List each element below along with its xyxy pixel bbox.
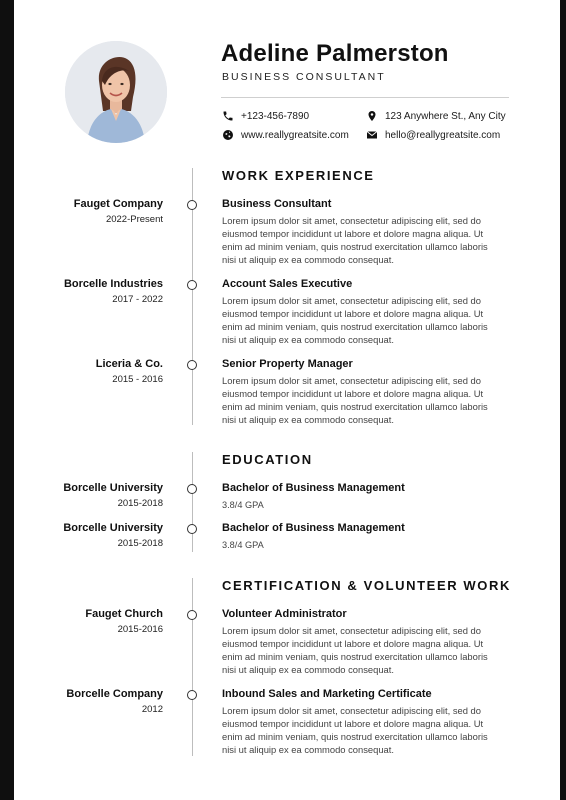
timeline-dot	[187, 610, 197, 620]
certification-description: Lorem ipsum dolor sit amet, consectetur adipiscing elit, sed do eiusmod tempor incididunt ut labore et dolore magna aliqua. Ut enim ad minim veniam, quis nostrud exercitation ullamco laboris nisi ut aliquip ex ea commodo consequat.	[222, 705, 488, 755]
work-description: Lorem ipsum dolor sit amet, consectetur adipiscing elit, sed do eiusmod tempor incididunt ut labore et dolore magna aliqua. Ut enim ad minim veniam, quis nostrud exercitation ullamco laboris nisi ut aliquip ex ea commodo consequat.	[222, 295, 488, 345]
certification-dates: 2015-2016	[117, 624, 163, 635]
portrait-image	[65, 41, 167, 143]
education-dates: 2015-2018	[117, 538, 163, 549]
timeline-dot	[187, 484, 197, 494]
timeline-dot	[187, 200, 197, 210]
education-degree: Bachelor of Business Management	[222, 522, 405, 534]
contact-website[interactable]	[222, 129, 349, 141]
email-text: hello@reallygreatsite.com	[385, 129, 501, 141]
location-pin-icon	[366, 110, 378, 122]
education-dates: 2015-2018	[117, 498, 163, 509]
timeline-dot	[187, 690, 197, 700]
timeline-education	[192, 452, 193, 552]
certification-role: Inbound Sales and Marketing Certificate	[222, 688, 432, 700]
section-title-education: EDUCATION	[222, 452, 313, 467]
candidate-name: Adeline Palmerston	[221, 40, 449, 67]
contact-phone[interactable]	[222, 110, 309, 122]
work-description: Lorem ipsum dolor sit amet, consectetur adipiscing elit, sed do eiusmod tempor incididunt ut labore et dolore magna aliqua. Ut enim ad minim veniam, quis nostrud exercitation ullamco laboris nisi ut aliquip ex ea commodo consequat.	[222, 215, 488, 265]
address-text: 123 Anywhere St., Any City	[385, 110, 506, 122]
certification-dates: 2012	[141, 704, 163, 715]
timeline-certification	[192, 578, 193, 756]
header-divider	[221, 97, 509, 98]
work-dates: 2022-Present	[105, 214, 163, 225]
education-gpa: 3.8/4 GPA	[222, 540, 264, 550]
education-school: Borcelle University	[63, 522, 163, 534]
work-role: Senior Property Manager	[222, 358, 353, 370]
envelope-icon	[366, 129, 378, 141]
work-description: Lorem ipsum dolor sit amet, consectetur adipiscing elit, sed do eiusmod tempor incididunt ut labore et dolore magna aliqua. Ut enim ad minim veniam, quis nostrud exercitation ullamco laboris nisi ut aliquip ex ea commodo consequat.	[222, 375, 488, 425]
profile-photo	[65, 41, 167, 143]
work-dates: 2017 - 2022	[112, 294, 163, 305]
work-company: Liceria & Co.	[95, 358, 163, 370]
candidate-role: BUSINESS CONSULTANT	[222, 71, 386, 83]
phone-icon	[222, 110, 234, 122]
certification-org: Borcelle Company	[66, 688, 163, 700]
globe-icon	[222, 129, 234, 141]
education-gpa: 3.8/4 GPA	[222, 500, 264, 510]
work-dates: 2015 - 2016	[112, 374, 163, 385]
certification-org: Fauget Church	[85, 608, 163, 620]
certification-role: Volunteer Administrator	[222, 608, 347, 620]
phone-text: +123-456-7890	[241, 110, 310, 122]
section-title-work: WORK EXPERIENCE	[222, 168, 375, 183]
timeline-dot	[187, 524, 197, 534]
work-company: Borcelle Industries	[63, 278, 163, 290]
contact-email[interactable]	[366, 129, 500, 141]
work-company: Fauget Company	[73, 198, 163, 210]
certification-description: Lorem ipsum dolor sit amet, consectetur adipiscing elit, sed do eiusmod tempor incididunt ut labore et dolore magna aliqua. Ut enim ad minim veniam, quis nostrud exercitation ullamco laboris nisi ut aliquip ex ea commodo consequat.	[222, 625, 488, 675]
page-edge-right	[560, 0, 566, 800]
education-degree: Bachelor of Business Management	[222, 482, 405, 494]
education-school: Borcelle University	[63, 482, 163, 494]
work-role: Business Consultant	[222, 198, 332, 210]
section-title-certification: CERTIFICATION & VOLUNTEER WORK	[222, 578, 511, 593]
timeline-dot	[187, 280, 197, 290]
website-text: www.reallygreatsite.com	[241, 129, 349, 141]
work-role: Account Sales Executive	[222, 278, 353, 290]
timeline-dot	[187, 360, 197, 370]
contact-address	[366, 110, 506, 122]
page-edge-left	[0, 0, 14, 800]
